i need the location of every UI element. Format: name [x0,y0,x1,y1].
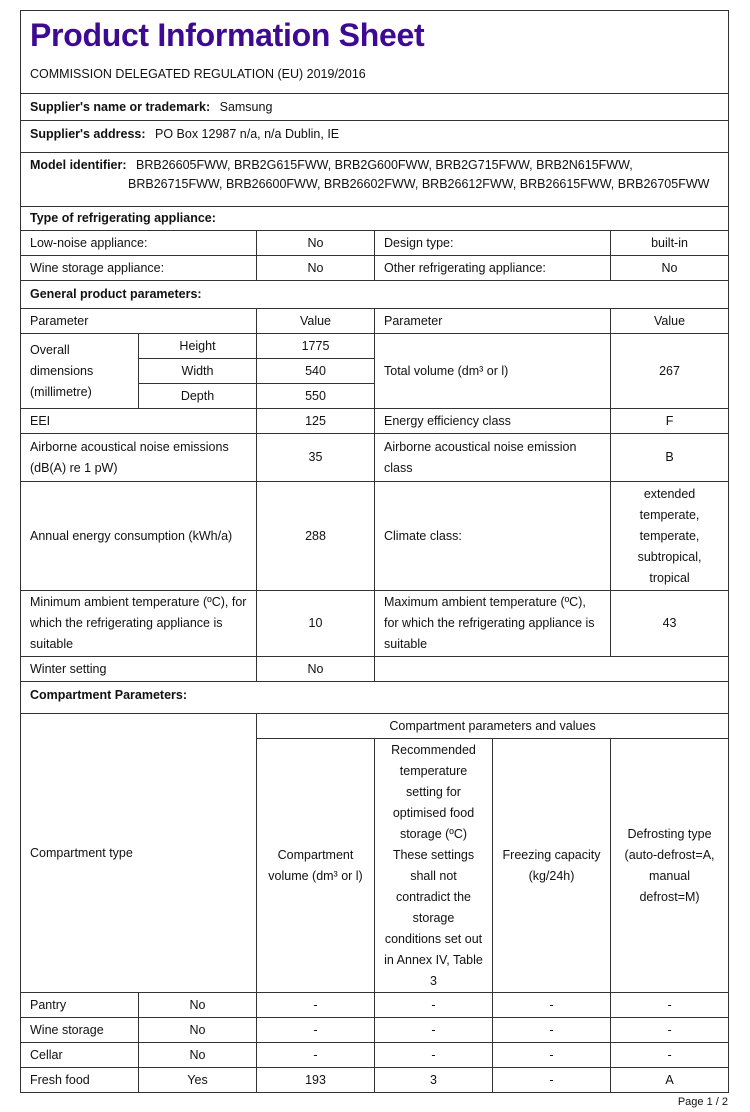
eei-label: EEI [21,409,257,434]
model-identifier-line1: BRB26605FWW, BRB2G615FWW, BRB2G600FWW, BRB2G715FWW, BRB2N615FWW, [136,158,633,172]
empty-cell [375,657,729,682]
noise-emissions-label: Airborne acoustical noise emissions (dB(A) re 1 pW) [21,434,257,482]
supplier-address-value: PO Box 12987 n/a, n/a Dublin, IE [155,127,340,141]
width-value: 540 [257,359,375,384]
compartment-freezing: - [493,1018,611,1043]
annual-energy-value: 288 [257,482,375,591]
compartment-defrost: - [611,1043,729,1068]
compartment-freezing: - [493,1068,611,1093]
recommended-temp-header: Recommended temperature setting for optimised food storage (ºC) These settings shall not contradict the storage conditions set out in Annex IV, Table 3 [375,739,493,993]
compartment-temp: 3 [375,1068,493,1093]
compartment-type: Cellar [21,1043,139,1068]
title-block [21,11,729,94]
compartment-type: Pantry [21,993,139,1018]
supplier-name-row [21,94,729,121]
compartment-volume: - [257,1018,375,1043]
width-label: Width [139,359,257,384]
supplier-name-label: Supplier's name or trademark: [30,99,211,114]
compartment-temp: - [375,1043,493,1068]
max-temp-label: Maximum ambient temperature (ºC), for which the refrigerating appliance is suitable [375,591,611,657]
compartment-group-header: Compartment parameters and values [257,714,729,739]
table-row [21,993,729,1018]
table-row [21,1018,729,1043]
table-row [21,256,729,281]
compartment-present: No [139,1018,257,1043]
design-type-label: Design type: [375,231,611,256]
wine-storage-label: Wine storage appliance: [21,256,257,281]
climate-class-value: extended temperate, temperate, subtropical, tropical [611,482,729,591]
min-temp-label: Minimum ambient temperature (ºC), for which the refrigerating appliance is suitable [21,591,257,657]
height-label: Height [139,334,257,359]
depth-label: Depth [139,384,257,409]
compartment-type: Fresh food [21,1068,139,1093]
overall-dimensions-label [21,334,139,409]
table-row [21,1043,729,1068]
page-title: Product Information Sheet [30,17,425,53]
other-appliance-value: No [611,256,729,281]
table-row [21,231,729,256]
col-parameter-header: Parameter [21,309,257,334]
page-number: Page 1 / 2 [677,1096,728,1108]
compartment-freezing: - [493,993,611,1018]
appliance-type-heading: Type of refrigerating appliance: [21,207,729,231]
dim-line-2: dimensions [30,363,94,378]
noise-class-label: Airborne acoustical noise emission class [375,434,611,482]
eei-value: 125 [257,409,375,434]
winter-setting-label: Winter setting [21,657,257,682]
defrosting-type-header: Defrosting type (auto-defrost=A, manual defrost=M) [611,739,729,993]
climate-class-label: Climate class: [375,482,611,591]
general-parameters-heading: General product parameters: [21,281,729,309]
compartment-parameters-heading: Compartment Parameters: [21,682,729,714]
annual-energy-label: Annual energy consumption (kWh/a) [21,482,257,591]
model-identifier-label: Model identifier: [30,158,127,172]
energy-class-value: F [611,409,729,434]
product-information-sheet [20,10,728,1093]
compartment-present: No [139,1043,257,1068]
compartment-defrost: - [611,1018,729,1043]
col-value-header: Value [257,309,375,334]
supplier-address-row [21,121,729,153]
max-temp-value: 43 [611,591,729,657]
col-value-header-2: Value [611,309,729,334]
total-volume-label: Total volume (dm³ or l) [375,334,611,409]
model-identifier-row [21,153,729,207]
dim-line-1: Overall [30,342,70,357]
table-row [21,1068,729,1093]
compartment-volume: 193 [257,1068,375,1093]
low-noise-label: Low-noise appliance: [21,231,257,256]
winter-setting-value: No [257,657,375,682]
compartment-volume: - [257,1043,375,1068]
other-appliance-label: Other refrigerating appliance: [375,256,611,281]
compartment-type-header: Compartment type [21,714,257,993]
compartment-defrost: - [611,993,729,1018]
compartment-freezing: - [493,1043,611,1068]
info-table [20,10,729,1093]
noise-emissions-value: 35 [257,434,375,482]
noise-class-value: B [611,434,729,482]
freezing-capacity-header: Freezing capacity (kg/24h) [493,739,611,993]
model-identifier-line2: BRB26715FWW, BRB26600FWW, BRB26602FWW, BRB26612FWW, BRB26615FWW, BRB26705FWW [128,177,710,191]
dim-line-3: (millimetre) [30,384,92,399]
total-volume-value: 267 [611,334,729,409]
compartment-present: Yes [139,1068,257,1093]
min-temp-value: 10 [257,591,375,657]
col-parameter-header-2: Parameter [375,309,611,334]
energy-class-label: Energy efficiency class [375,409,611,434]
regulation-text: COMMISSION DELEGATED REGULATION (EU) 2019/2016 [30,67,366,81]
depth-value: 550 [257,384,375,409]
height-value: 1775 [257,334,375,359]
compartment-present: No [139,993,257,1018]
compartment-volume: - [257,993,375,1018]
wine-storage-value: No [257,256,375,281]
compartment-type: Wine storage [21,1018,139,1043]
compartment-temp: - [375,1018,493,1043]
compartment-temp: - [375,993,493,1018]
low-noise-value: No [257,231,375,256]
supplier-name-value: Samsung [219,99,273,114]
table-header-row [21,309,729,334]
compartment-volume-header: Compartment volume (dm³ or l) [257,739,375,993]
supplier-address-label: Supplier's address: [30,127,146,141]
compartment-defrost: A [611,1068,729,1093]
design-type-value: built-in [611,231,729,256]
